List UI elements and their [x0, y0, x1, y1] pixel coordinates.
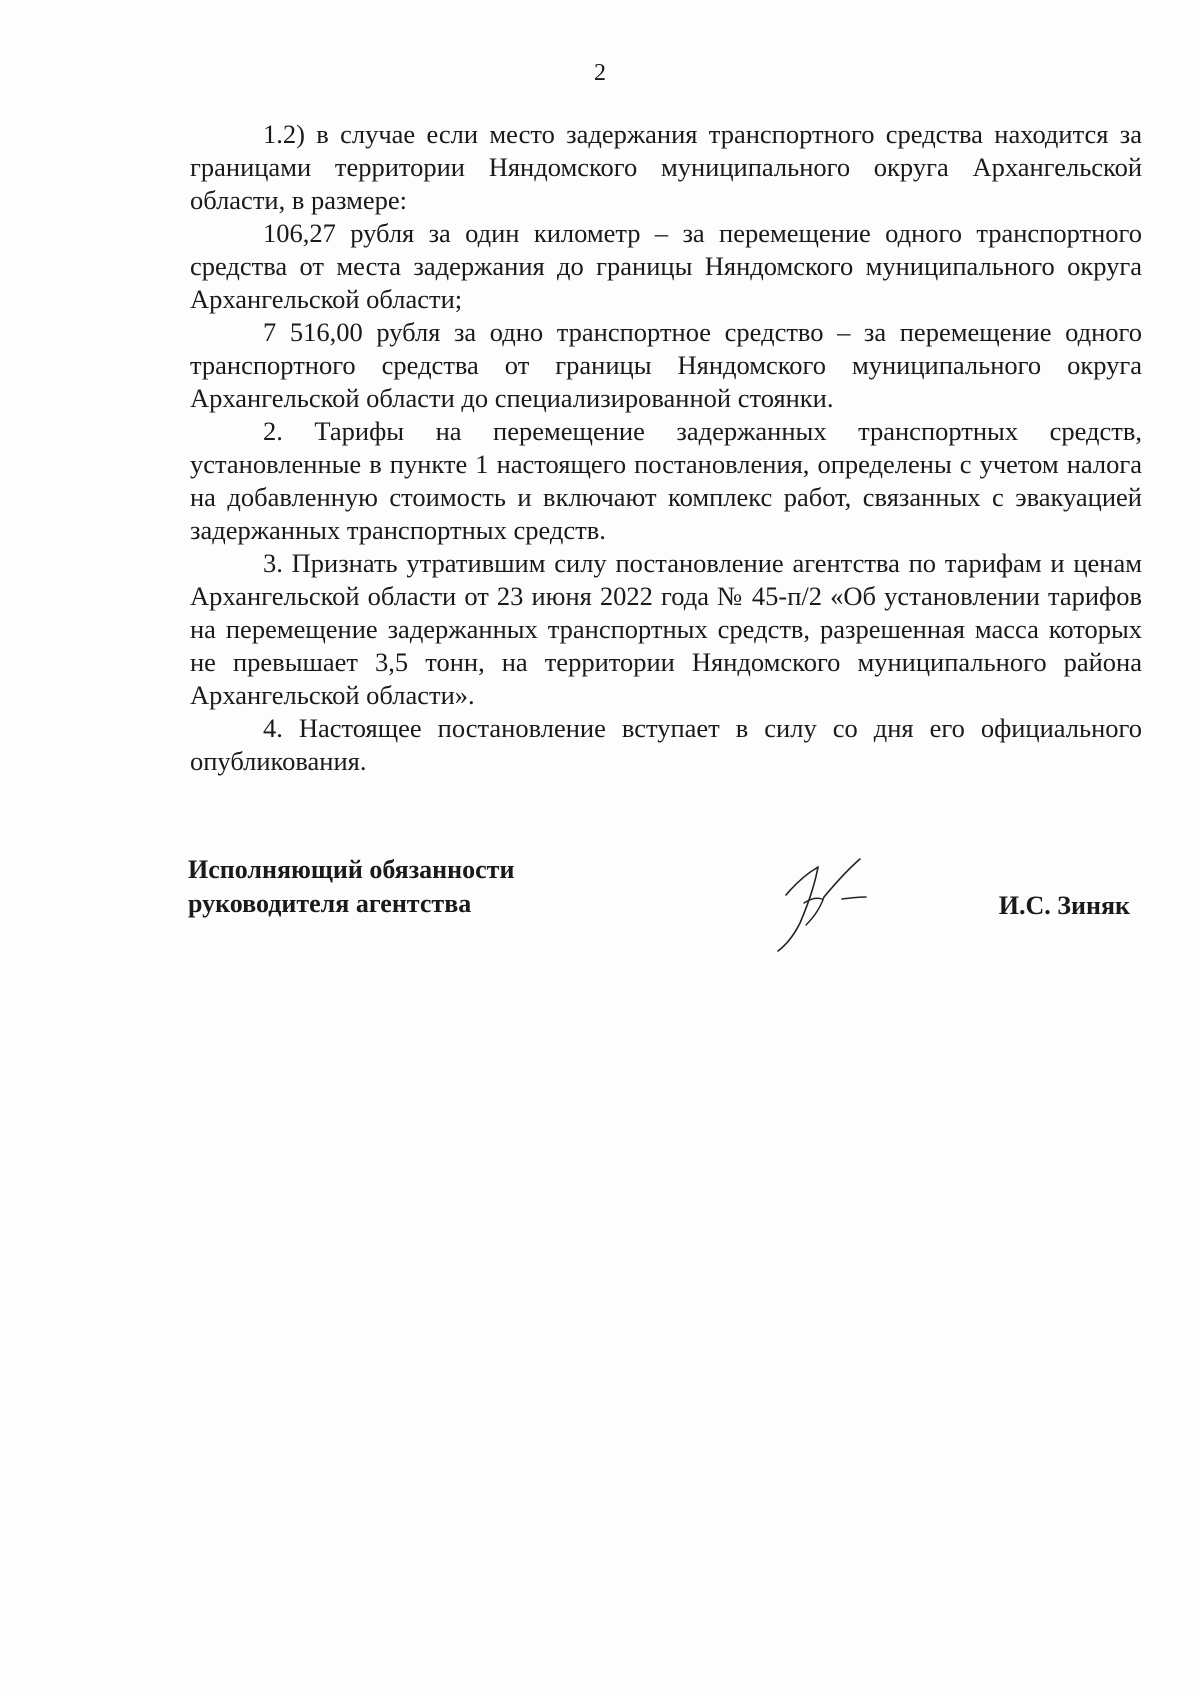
paragraph-rate-per-km: 106,27 рубля за один километр – за перемещение одного транспортного средства от места задержания до границы Няндомского муниципального округа Архангельской области;: [190, 218, 1142, 314]
document-body: [190, 118, 1142, 778]
handwritten-signature: [748, 853, 888, 953]
signatory-position-line-2: руководителя агентства: [188, 889, 472, 918]
paragraph-3: 3. Признать утратившим силу постановление агентства по тарифам и ценам Архангельской области от 23 июня 2022 года № 45-п/2 «Об установлении тарифов на перемещение задержанных транспортных средств, разрешенная масса которых не превышает 3,5 тонн, на территории Няндомского муниципального района Архангельской области».: [190, 548, 1142, 710]
signatory-name: И.С. Зиняк: [998, 891, 1130, 920]
signature-block: [188, 853, 1148, 963]
paragraph-rate-per-vehicle: 7 516,00 рубля за одно транспортное средство – за перемещение одного транспортного средства от границы Няндомского муниципального округа Архангельской области до специализированной стоянки.: [190, 317, 1142, 413]
paragraph-4: 4. Настоящее постановление вступает в силу со дня его официального опубликования.: [190, 713, 1142, 776]
signatory-position: [188, 853, 514, 921]
signatory-position-line-1: Исполняющий обязанности: [188, 855, 515, 884]
paragraph-1-2: 1.2) в случае если место задержания транспортного средства находится за границами территории Няндомского муниципального округа Архангельской области, в размере:: [190, 119, 1142, 215]
paragraph-2: 2. Тарифы на перемещение задержанных транспортных средств, установленные в пункте 1 настоящего постановления, определены с учетом налога на добавленную стоимость и включают комплекс работ, связанных с эвакуацией задержанных транспортных средств.: [190, 416, 1142, 545]
page-number: 2: [594, 60, 606, 86]
